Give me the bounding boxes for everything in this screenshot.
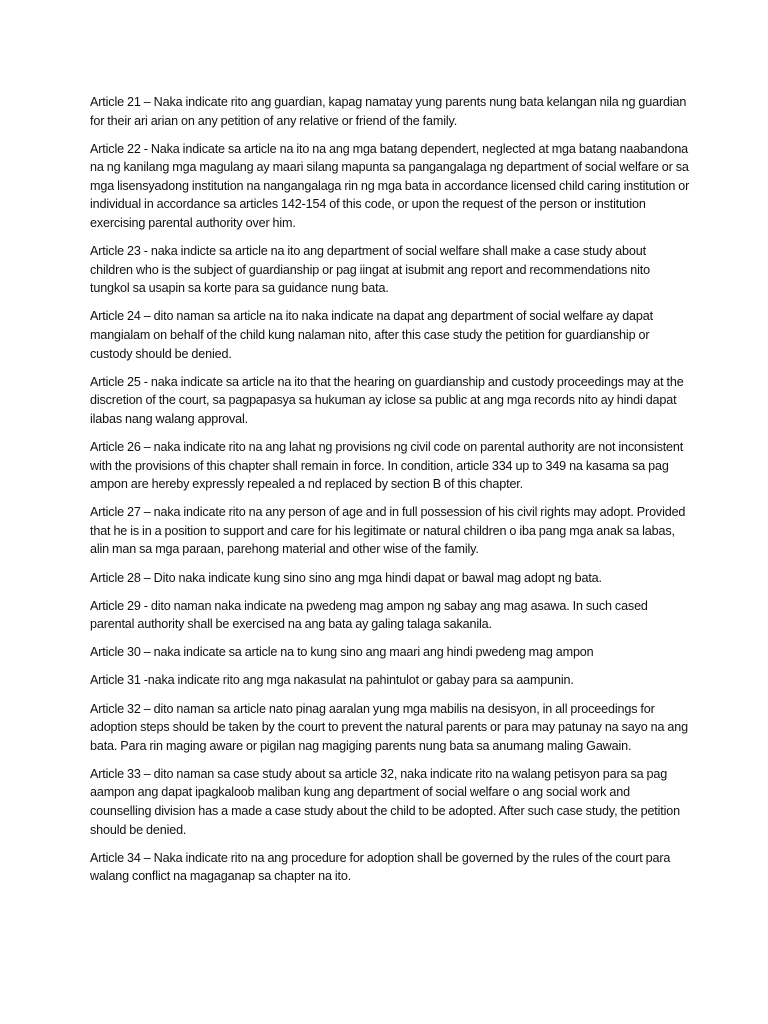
article-24-paragraph: Article 24 – dito naman sa article na ito naka indicate na dapat ang department of social welfare ay dapat mangialam on behalf of the child kung nalaman nito, after this case study the petition for guardianship or custody should be denied. [90,309,653,361]
article-29-paragraph: Article 29 - dito naman naka indicate na pwedeng mag ampon ng sabay ang mag asawa. In such cased parental authority shall be exercised na ang bata ay galing talaga sakanila. [90,598,648,632]
article-32-paragraph: Article 32 – dito naman sa article nato pinag aaralan yung mga mabilis na desisyon, in all proceedings for adoption steps should be taken by the court to prevent the natural parents or para may patunay na sayo na ang bata. Para rin maging aware or pigilan nag magiging parents nung bata sa anumang maling Gawain. [90,701,688,753]
article-27-paragraph: Article 27 – naka indicate rito na any person of age and in full possession of his civil rights may adopt. Provided that he is in a position to support and care for his legitimate or natural children o iba pang mga anak sa labas, alin man sa mga paraan, parehong material and other wise of the family. [90,505,686,557]
article-31-paragraph: Article 31 -naka indicate rito ang mga nakasulat na pahintulot or gabay para sa aampunin. [90,673,574,688]
article-26-paragraph: Article 26 – naka indicate rito na ang lahat ng provisions ng civil code on parental authority are not inconsistent with the provisions of this chapter shall remain in force. In condition, article 334 up to 349 na kasama sa pag ampon are hereby expressly repealed a nd replaced by section B of this chapter. [90,440,684,492]
article-25-paragraph: Article 25 - naka indicate sa article na ito that the hearing on guardianship and custody proceedings may at the discretion of the court, sa pagpapasya sa hukuman ay iclose sa public at ang mga records nito ay hindi dapat ilabas nang walang approval. [90,374,684,426]
article-34-paragraph: Article 34 – Naka indicate rito na ang procedure for adoption shall be governed by the rules of the court para walang conflict na magaganap sa chapter na ito. [90,850,671,884]
article-21-paragraph: Article 21 – Naka indicate rito ang guardian, kapag namatay yung parents nung bata kelangan nila ng guardian for their ari arian on any petition of any relative or friend of the family. [90,95,687,128]
document-body [90,93,690,895]
article-23-paragraph: Article 23 - naka indicte sa article na ito ang department of social welfare shall make a case study about children who is the subject of guardianship or pag iingat at isubmit ang report and recommendations nito tungkol sa usapin sa korte para sa guidance nung bata. [90,244,650,296]
article-33-paragraph: Article 33 – dito naman sa case study about sa article 32, naka indicate rito na walang petisyon para sa pag aampon ang dapat ipagkaloob maliban kung ang department of social welfare o ang social work and counselling division has a made a case study about the child to be adopted. After such case study, the petition should be denied. [90,766,681,837]
article-28-paragraph: Article 28 – Dito naka indicate kung sino sino ang mga hindi dapat or bawal mag adopt ng bata. [90,570,602,585]
article-22-paragraph: Article 22 - Naka indicate sa article na ito na ang mga batang dependert, neglected at mga batang naabandona na ng kanilang mga magulang ay maari silang mapunta sa pangangalaga ng department of social welfare or sa mga lisensyadong institution na nangangalaga rin ng mga bata in accordance licensed child caring institution or individual in accordance sa articles 142-154 of this code, or upon the request of the person or institution exercising parental authority over him. [90,141,690,231]
article-30-paragraph: Article 30 – naka indicate sa article na to kung sino ang maari ang hindi pwedeng mag ampon [90,645,594,660]
